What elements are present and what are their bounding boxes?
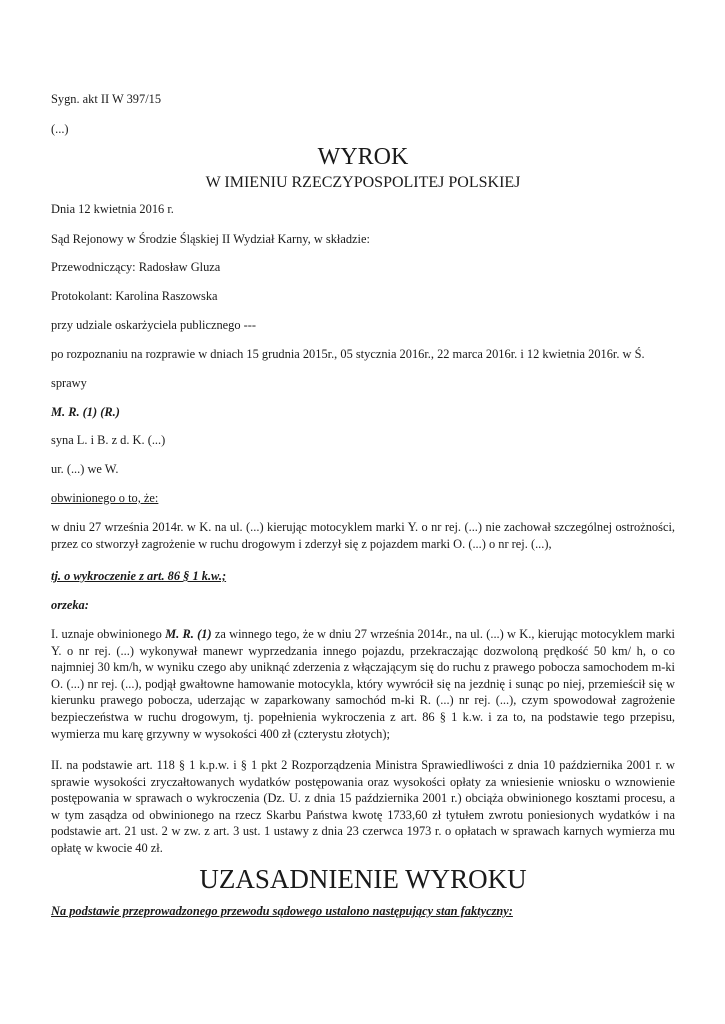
verdict-subtitle: W IMIENIU RZECZYPOSPOLITEJ POLSKIEJ [205,174,521,191]
defendant-birth: ur. (...) we W. [51,462,119,476]
legal-basis: tj. o wykroczenie z art. 86 § 1 k.w.; [51,569,227,583]
defendant-parents: syna L. i B. z d. K. (...) [51,433,166,447]
ellipsis-marker: (...) [51,122,69,136]
point1-prefix: I. uznaje obwinionego [51,627,166,641]
verdict-point-2: II. na podstawie art. 118 § 1 k.p.w. i § 1 pkt 2 Rozporządzenia Ministra Sprawiedliwości z dnia 10 października 2001 r. w sprawie wysokości zryczałtowanych wydatków postępowania oraz wysokości opłaty za wniesienie wniosku o wznowienie postępowania w sprawach o wykroczenia (Dz. U. z dnia 15 października 2001 r.) obciąża obwinionego kosztami procesu, a w tym zasądza od obwinionego na rzecz Skarbu Państwa kwotę 1733,60 zł tytułem zwrotu poniesionych wydatków i na podstawie art. 21 ust. 2 w zw. z art. 3 ust. 1 ustawy z dnia 23 czerwca 1973 r. o opłatach w sprawach karnych wymierza mu opłatę w kwocie 40 zł. [51,758,675,855]
defendant-name: M. R. (1) (R.) [51,405,120,419]
point1-body: za winnego tego, że w dniu 27 września 2014r., na ul. (...) w K., kierując motocyklem marki Y. o nr rej. (...) wykonywał manewr wyprzedzania innego pojazdu, przekraczając dozwoloną prędkość 50 km/ h, o co najmniej 30 km/h, w wyniku czego aby uniknąć zderzenia z włączającym się do ruchu z prawego pobocza samochodem m-ki O. (...) nr rej. (...), podjął gwałtowne hamowanie motocykla, który wywrócił się na jezdnię i sunąc po niej, przemieścił się w kierunku prawego pobocza, uderzając w zaparkowany samochód m-ki R. (...) nr rej. (...), czym spowodował zagrożenie bezpieczeństwa w ruchu drogowym, tj. popełnienia wykroczenia z art. 86 § 1 k.w. i za to, na podstawie tego przepisu, wymierza mu karę grzywny w wysokości 400 zł (czterystu złotych); [51,627,675,741]
case-label: sprawy [51,376,87,390]
verdict-label: orzeka: [51,598,89,612]
court-composition: Sąd Rejonowy w Środzie Śląskiej II Wydział Karny, w składzie: [51,232,370,246]
court-clerk: Protokolant: Karolina Raszowska [51,289,218,303]
justification-heading: UZASADNIENIE WYROKU [199,864,527,894]
hearing-dates: po rozpoznaniu na rozprawie w dniach 15 grudnia 2015r., 05 stycznia 2016r., 22 marca 2016r. i 12 kwietnia 2016r. w Ś. [51,347,645,361]
verdict-date: Dnia 12 kwietnia 2016 r. [51,202,174,216]
point1-defendant: M. R. (1) [165,627,212,641]
charge-text: w dniu 27 września 2014r. w K. na ul. (...) kierując motocyklem marki Y. o nr rej. (...) nie zachował szczególnej ostrożności, przez co stworzył zagrożenie w ruchu drogowym i zderzył się z pojazdem marki O. (...) o nr rej. (...), [51,520,675,551]
prosecutor-line: przy udziale oskarżyciela publicznego --- [51,318,257,332]
justification-subheading: Na podstawie przeprowadzonego przewodu sądowego ustalono następujący stan faktyczny: [51,904,513,918]
presiding-judge: Przewodniczący: Radosław Gluza [51,260,221,274]
case-number: Sygn. akt II W 397/15 [51,92,162,106]
verdict-point-1 [51,626,675,742]
accused-label: obwinionego o to, że: [51,491,159,505]
verdict-title: WYROK [317,144,409,170]
